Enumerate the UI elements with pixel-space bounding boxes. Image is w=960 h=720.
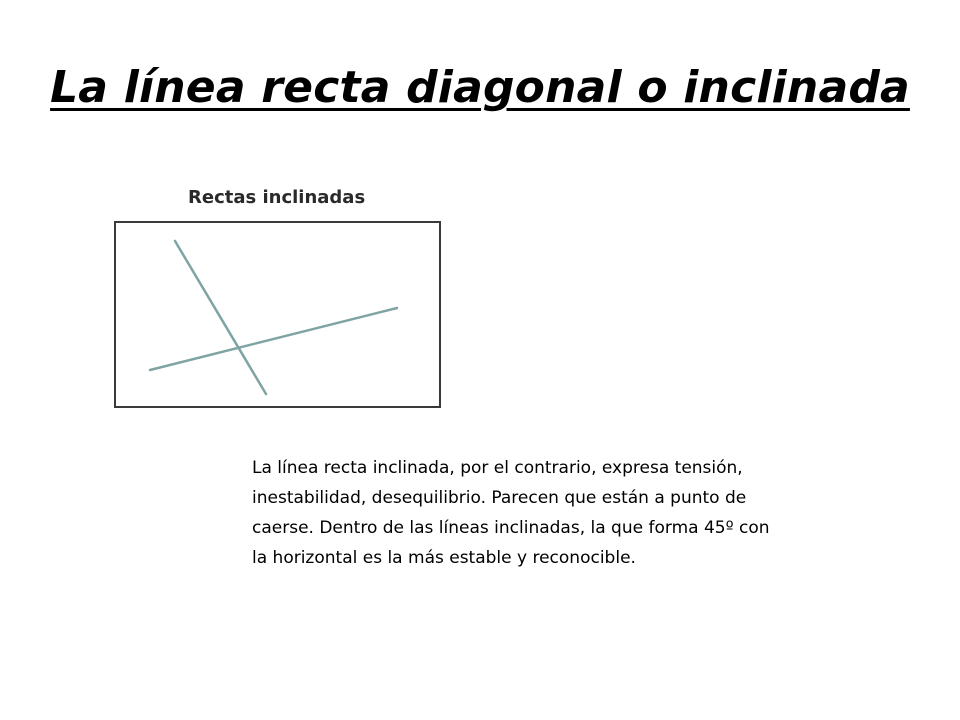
slide-title: La línea recta diagonal o inclinada (50, 62, 910, 113)
inclined-lines-illustration (114, 221, 441, 408)
body-paragraph: La línea recta inclinada, por el contrario, expresa tensión, inestabilidad, desequilibrio. Parecen que están a punto de caerse. Dentro de las líneas inclinadas, la que forma 45º con la horizontal es la más estable y reconocible. (252, 458, 770, 568)
figure-frame (115, 222, 440, 407)
figure-caption: Rectas inclinadas (188, 187, 366, 208)
inclined-lines-figure (114, 221, 441, 408)
